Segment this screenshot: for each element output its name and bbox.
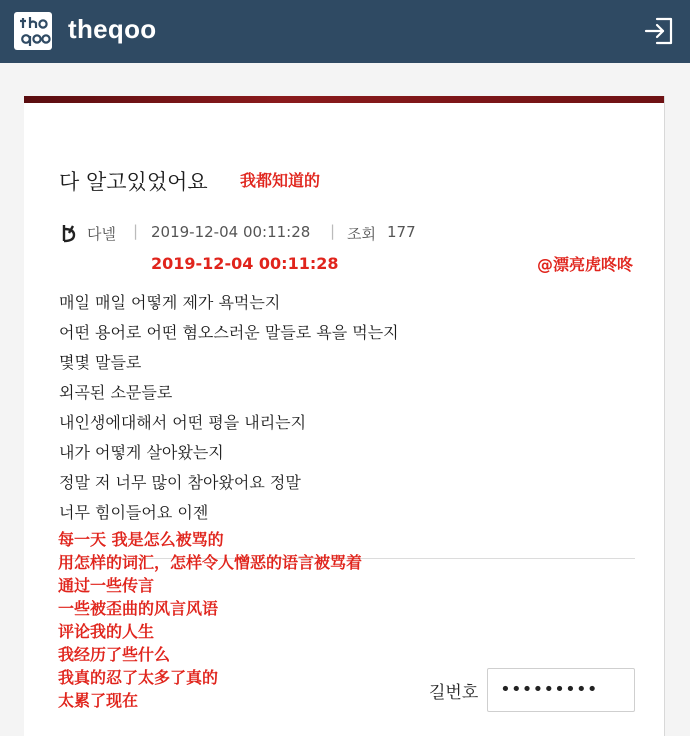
password-field-box[interactable]: [487, 668, 635, 712]
views-label: 조회: [347, 225, 376, 243]
post-card: [24, 96, 665, 736]
views-count: 177: [387, 223, 416, 241]
translation-line: 用怎样的词汇，怎样令人憎恶的语言被骂着: [58, 553, 363, 572]
logo-mark: [14, 12, 52, 50]
post-body-line: 내가 어떻게 살아왔는지: [59, 443, 224, 462]
post-body-line: 몇몇 말들로: [59, 353, 142, 372]
translation-line: 一些被歪曲的风言风语: [58, 599, 219, 618]
translation-line: 我经历了些什么: [58, 645, 171, 664]
meta-separator: |: [133, 222, 139, 240]
site-name[interactable]: theqoo: [68, 14, 157, 44]
title-translation: 我都知道的: [240, 171, 321, 190]
post-body-line: 너무 힘이들어요 이젠: [59, 503, 209, 522]
password-label: 길번호: [429, 683, 479, 703]
meta-separator: |: [330, 222, 336, 240]
translation-line: 评论我的人生: [58, 622, 155, 641]
translation-line: 每一天 我是怎么被骂的: [58, 530, 224, 549]
post-author[interactable]: 다넬: [87, 225, 116, 243]
post-body-line: 내인생에대해서 어떤 평을 내리는지: [59, 413, 307, 432]
post-body: [59, 288, 639, 528]
post-body-line: 매일 매일 어떻게 제가 욕먹는지: [59, 293, 281, 312]
post-title: 다 알고있었어요: [59, 170, 208, 194]
login-icon[interactable]: [643, 16, 675, 46]
post-meta: [59, 220, 619, 246]
watermark: @漂亮虎咚咚: [537, 255, 634, 274]
top-navigation-bar: [0, 0, 690, 63]
translation-line: 通过一些传言: [58, 576, 155, 595]
translation-block: [58, 528, 362, 712]
post-body-line: 어떤 용어로 어떤 혐오스러운 말들로 욕을 먹는지: [59, 323, 399, 342]
theqoo-logo[interactable]: [14, 12, 52, 50]
translation-line: 我真的忍了太多了真的: [58, 668, 219, 687]
author-mark-icon: [59, 222, 79, 244]
date-annotation: 2019-12-04 00:11:28: [151, 254, 339, 273]
post-body-line: 정말 저 너무 많이 참아왔어요 정말: [59, 473, 301, 492]
card-top-border: [24, 96, 664, 103]
password-input[interactable]: [500, 669, 630, 709]
post-date: 2019-12-04 00:11:28: [151, 223, 311, 241]
translation-line: 太累了现在: [58, 691, 139, 710]
post-body-line: 외곡된 소문들로: [59, 383, 173, 402]
